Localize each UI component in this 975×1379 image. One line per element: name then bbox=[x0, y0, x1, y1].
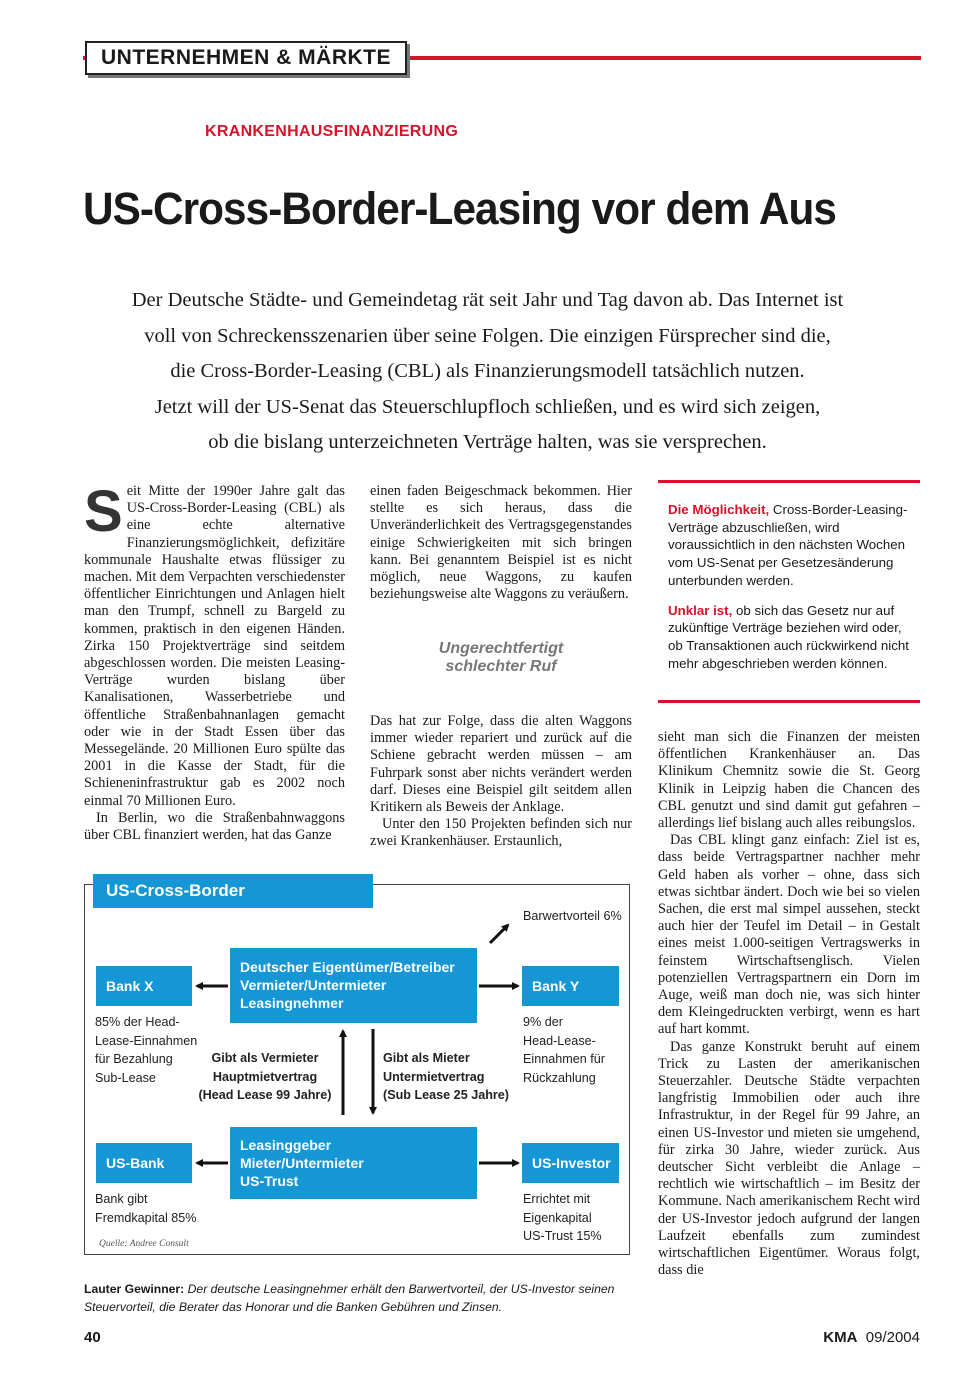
note-line: US-Trust 15% bbox=[523, 1229, 602, 1243]
info-box bbox=[658, 480, 920, 703]
info-paragraph bbox=[668, 501, 910, 590]
label-line: Untermietvertrag bbox=[383, 1069, 485, 1084]
info-paragraph bbox=[668, 602, 910, 673]
body-text: eit Mitte der 1990er Jahre galt das US-Cross-Border-Leasing (CBL) als eine echte alternative Finanzierungsmöglichkeit, defizitäre kommunale Haushalte etwas flüssiger zu machen. Mit dem Verpachten verschiedenster öffentlicher Einrichtungen und Anlagen hielt man den Trumpf, schnell zu Bargeld zu kommen, praktisch in den eigenen Händen. Zirka 150 Projektverträge sind seitdem abgeschlossen worden. Die meisten Leasing-Verträge wurden bislang über Kanalisationen, Wasserbetriebe und öffentliche Straßenbahnanlagen gemacht oder wie in der Stadt Essen über das Messegelände. 20 Millionen Euro spülte das 2001 in die Kasse der Stadt, für die Schieneninfrastruktur gab es 2002 noch einmal 70 Millionen Euro. bbox=[84, 483, 345, 809]
label-line: (Sub Lease 25 Jahre) bbox=[383, 1088, 509, 1102]
column-2-bottom bbox=[370, 713, 632, 851]
us-investor-box: US-Investor bbox=[522, 1143, 619, 1183]
subheading-line: schlechter Ruf bbox=[445, 658, 557, 675]
diagram-arrows bbox=[85, 885, 631, 1256]
figure-caption bbox=[84, 1280, 644, 1316]
info-text: ob sich das Gesetz nur auf zukünftige Verträge beziehen wird oder, ob Transaktionen auch rückwirkend nicht mehr abgeschrieben werden können. bbox=[668, 602, 909, 671]
note-line: Sub-Lease bbox=[95, 1070, 156, 1085]
note-line: 9% der bbox=[523, 1015, 563, 1029]
magazine-issue bbox=[823, 1329, 920, 1346]
box-line: Mieter/Untermieter bbox=[240, 1155, 364, 1171]
note-line: für Bezahlung bbox=[95, 1052, 173, 1066]
label-line: (Head Lease 99 Jahre) bbox=[198, 1088, 332, 1102]
body-paragraph: Unter den 150 Projekten befinden sich nur zwei Krankenhäuser. Erstaunlich, bbox=[370, 816, 632, 850]
note-line: Fremdkapital 85% bbox=[95, 1210, 197, 1225]
note-line: Bank gibt bbox=[95, 1192, 148, 1206]
dropcap: S bbox=[84, 479, 123, 544]
diagram-source: Quelle: Andree Consult bbox=[99, 1239, 189, 1249]
body-paragraph: sieht man sich die Finanzen der meisten öffentlichen Krankenhäuser an. Das Klinikum Chemnitz sowie die St. Georg Klinik in Leipzig haben die Chancen des CBL genutzt und sind damit gut gefahren – allerdings lief bislang auch alles reibungslos. bbox=[658, 729, 920, 832]
box-line: Deutscher Eigentümer/Betreiber bbox=[240, 959, 455, 975]
body-paragraph: Das ganze Konstrukt beruht auf einem Trick zu Lasten der amerikanischen Steuerzahler. Deutsche Städte verpachten langfristig Immobilien oder auch ihre Infrastruktur, in der Regel für 99 Jahre, an einen US-Investor und mieten sie umgehend, für zirka 30 Jahre, wieder zurück. Aus deutscher Sicht verbleibt die Anlage – rechtlich wie wirtschaftlich – im Besitz der Kommune. Nach amerikanischem Recht wird der US-Investor jedoch aufgrund der langen Laufzeit ebenfalls zum zumindest wirtschaftlichen Eigentümer. Woraus folgt, dass die bbox=[658, 1038, 920, 1279]
kicker: KRANKENHAUSFINANZIERUNG bbox=[205, 123, 459, 140]
note-line: Head-Lease- bbox=[523, 1033, 596, 1048]
bank-y-box: Bank Y bbox=[522, 966, 619, 1006]
barwert-label: Barwertvorteil 6% bbox=[523, 909, 622, 923]
info-lead: Die Möglichkeit, bbox=[668, 502, 770, 517]
label-line: Gibt als Vermieter bbox=[211, 1051, 319, 1065]
info-lead: Unklar ist, bbox=[668, 602, 733, 618]
page-title: US-Cross-Border-Leasing vor dem Aus bbox=[83, 183, 836, 234]
body-paragraph: einen faden Beigeschmack bekommen. Hier stellte es sich heraus, dass die Unveränderlichkeit des Vertragsgegenstandes einige Schwierigkeiten mit sich bringen kann. Bei genanntem Beispiel ist es nicht möglich, neue Waggons, zu kaufen beziehungsweise alte Waggons zu veräußern. bbox=[370, 483, 632, 603]
label-line: Gibt als Mieter bbox=[383, 1051, 470, 1065]
lead-line: voll von Schreckensszenarien über seine Folgen. Die einzigen Fürsprecher sind die, bbox=[144, 324, 831, 347]
body-paragraph bbox=[84, 479, 345, 810]
subheading-line: Ungerechtfertigt bbox=[438, 640, 564, 657]
diagram-title: US-Cross-Border bbox=[93, 874, 373, 908]
body-paragraph: In Berlin, wo die Straßenbahnwaggons über CBL finanziert werden, hat das Ganze bbox=[84, 809, 345, 844]
lead-paragraph bbox=[80, 283, 895, 461]
column-1 bbox=[84, 479, 345, 844]
box-line: Leasingnehmer bbox=[240, 995, 344, 1011]
note-line: Eigenkapital bbox=[523, 1210, 592, 1225]
info-text: Cross-Border-Leasing-Verträge abzuschließen, wird voraussichtlich in den nächsten Wochen vom US-Senat per Gesetzesänderung unterbunden werden. bbox=[668, 502, 908, 588]
lead-line: Jetzt will der US-Senat das Steuerschlupfloch schließen, und es wird sich zeigen, bbox=[154, 395, 821, 418]
subheading bbox=[370, 640, 632, 676]
label-line: Hauptmietvertrag bbox=[212, 1069, 318, 1084]
body-paragraph: Das CBL klingt ganz einfach: Ziel ist es, dass beide Vertragspartner nachher mehr Geld haben als vorher – ohne, dass sich etwas sichtbar ändert. Doch wie bei so vielen Sachen, die erst mal simpel aussehen, steckt auch hier der Teufel im Detail – in Gestalt eines meist 1.000-seitigen Vertragswerks in feinstem Wirtschaftsenglisch. Vielen potenziellen Vertragspartnern ein Dorn im Auge, weiß man doch nie, was sich hinter dem Kleingedruckten verbirgt, wenn es hart auf hart kommt. bbox=[658, 832, 920, 1038]
bank-x-box: Bank X bbox=[96, 966, 192, 1006]
cbl-diagram bbox=[84, 881, 630, 1255]
lead-line: ob die bislang unterzeichneten Verträge halten, was sie versprechen. bbox=[208, 431, 767, 453]
magazine-name: KMA bbox=[823, 1329, 858, 1346]
section-label: UNTERNEHMEN & MÄRKTE bbox=[85, 41, 407, 75]
column-2-top bbox=[370, 483, 632, 603]
lead-line: die Cross-Border-Leasing (CBL) als Finanzierungsmodell tatsächlich nutzen. bbox=[170, 360, 805, 382]
column-3 bbox=[658, 729, 920, 1280]
box-line: Leasinggeber bbox=[240, 1137, 332, 1153]
arrow-barwert bbox=[490, 925, 508, 943]
box-line: US-Trust bbox=[240, 1173, 299, 1189]
page-number: 40 bbox=[84, 1329, 101, 1346]
note-line: 85% der Head- bbox=[95, 1015, 180, 1029]
note-line: Rückzahlung bbox=[523, 1070, 596, 1085]
box-line: Vermieter/Untermieter bbox=[240, 977, 387, 993]
lead-line: Der Deutsche Städte- und Gemeindetag rät seit Jahr und Tag davon ab. Das Internet ist bbox=[131, 289, 844, 311]
body-paragraph: Das hat zur Folge, dass die alten Waggons immer wieder repariert und zurück auf die Schiene gebracht werden müssen – am Fuhrpark sonst aber nichts verändert werden darf. Dieses eine Beispiel gilt seitdem allen Kritikern als Beweis der Anklage. bbox=[370, 713, 632, 816]
note-line: Einnahmen für bbox=[523, 1052, 605, 1066]
note-line: Lease-Einnahmen bbox=[95, 1033, 198, 1048]
note-line: Errichtet mit bbox=[523, 1192, 591, 1206]
caption-lead: Lauter Gewinner: bbox=[84, 1282, 185, 1296]
caption-text: Der deutsche Leasingnehmer erhält den Barwertvorteil, der US-Investor seinen Steuervorteil, die Berater das Honorar und die Banken Gebühren und Zinsen. bbox=[84, 1282, 615, 1314]
issue-number: 09/2004 bbox=[865, 1329, 920, 1346]
us-bank-box: US-Bank bbox=[96, 1143, 192, 1183]
